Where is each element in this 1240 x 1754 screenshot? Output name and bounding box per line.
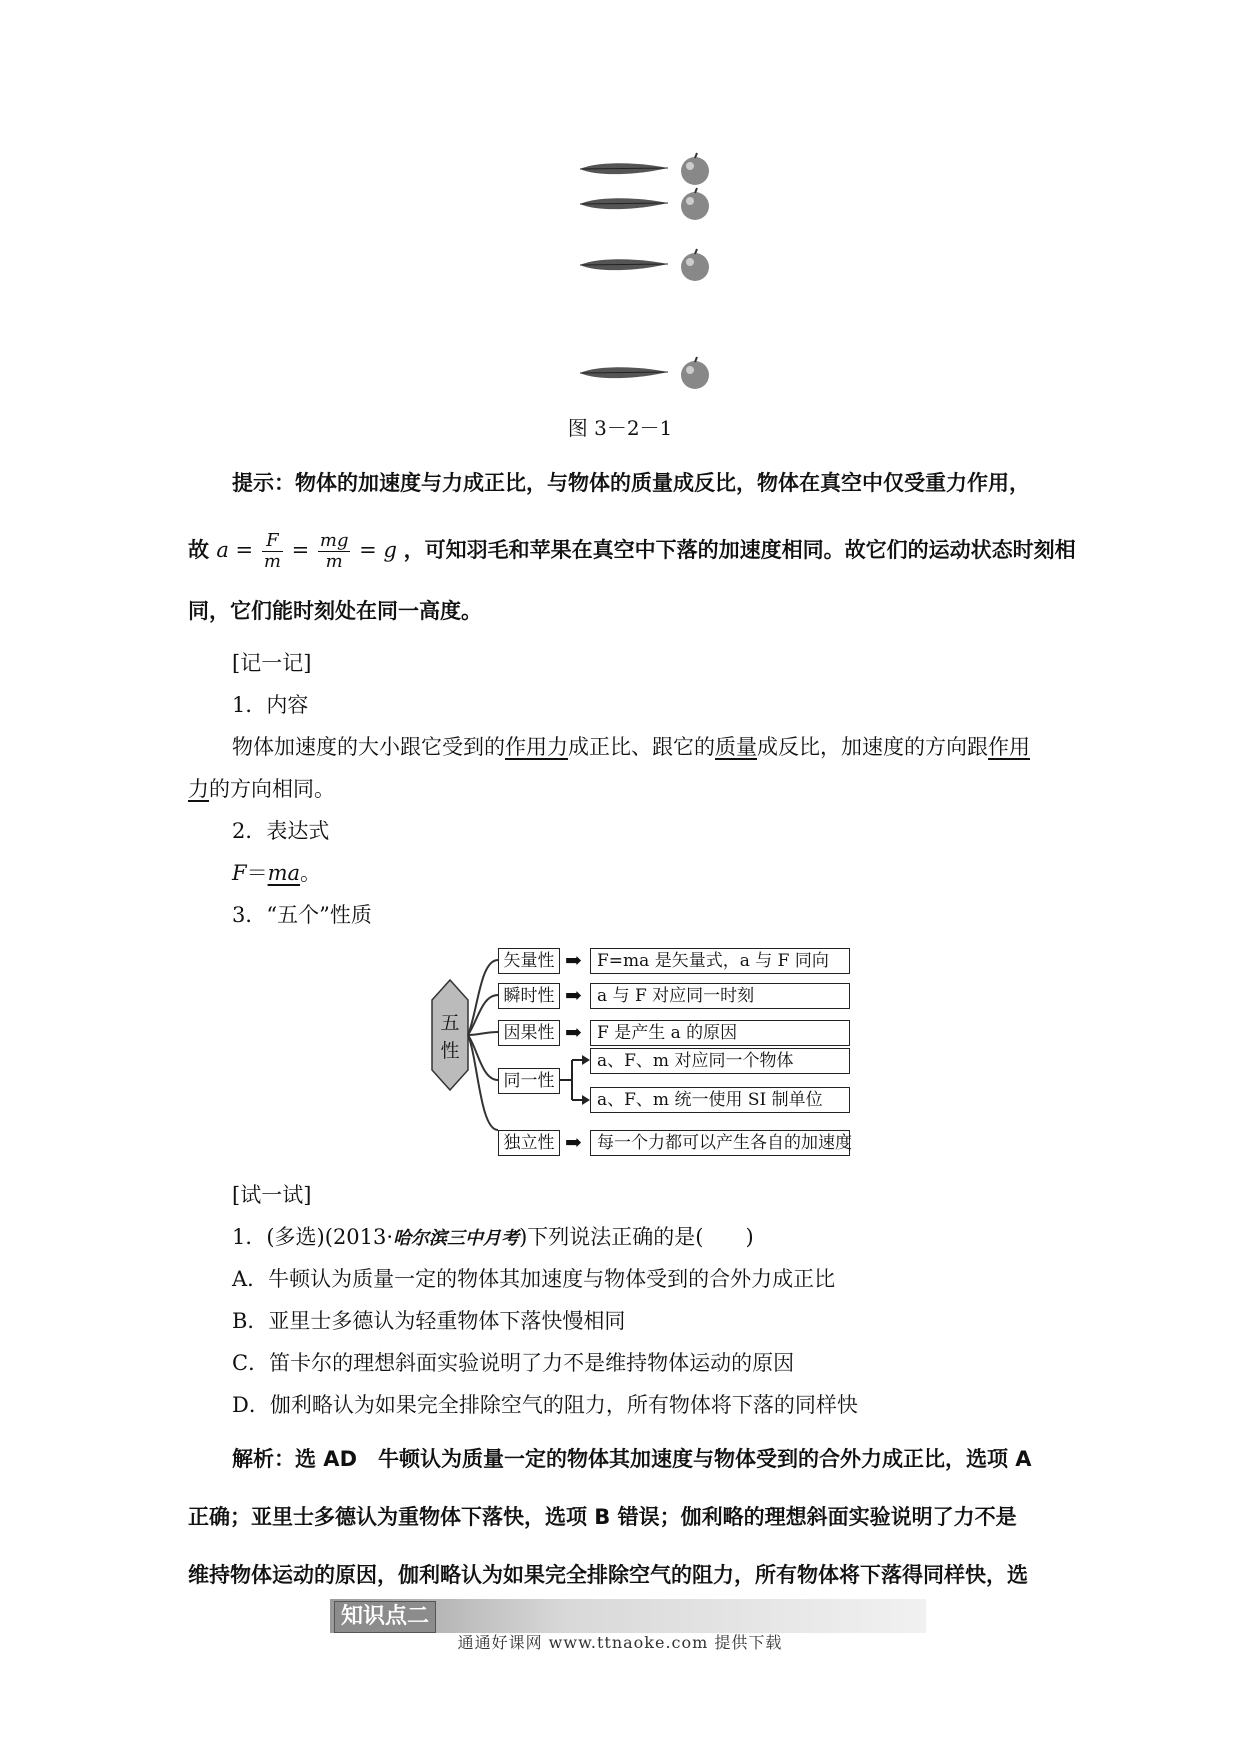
arrow-right-icon: ➡	[565, 983, 582, 1007]
prop-desc-identity-2: a、F、m 统一使用 SI 制单位	[590, 1087, 850, 1113]
section-banner-label: 知识点二	[334, 1601, 436, 1633]
item2-title: 2．表达式	[232, 819, 330, 843]
feather-apple-pair	[578, 152, 718, 186]
arrow-split-icon	[560, 1055, 590, 1105]
try-heading: [试一试]	[232, 1183, 312, 1207]
item1-text-line2: 力的方向相同。	[188, 777, 335, 801]
formula: F＝ma。	[232, 861, 322, 885]
feather-icon	[578, 161, 670, 177]
prop-label-vector: 矢量性	[498, 948, 560, 974]
hint-prefix: 故	[188, 538, 209, 562]
var-a: a	[216, 538, 229, 562]
equals: =	[235, 538, 254, 562]
option-a: A．牛顿认为质量一定的物体其加速度与物体受到的合外力成正比	[232, 1267, 836, 1291]
equals: =	[291, 538, 310, 562]
analysis-line-2: 正确；亚里士多德认为重物体下落快，选项 B 错误；伽利略的理想斜面实验说明了力不是	[188, 1505, 1017, 1529]
prop-desc-instant: a 与 F 对应同一时刻	[590, 983, 850, 1009]
item1-title: 1．内容	[232, 693, 309, 717]
underlined-term: 作用力	[505, 735, 568, 759]
arrow-right-icon: ➡	[565, 948, 582, 972]
feather-icon	[578, 365, 670, 381]
feather-apple-pair	[578, 356, 718, 390]
prop-label-identity: 同一性	[498, 1068, 560, 1094]
prop-label-independence: 独立性	[498, 1130, 560, 1156]
fraction-F-over-m: $\frac{F}{m}$	[263, 530, 281, 572]
prop-label-causal: 因果性	[498, 1020, 560, 1046]
arrow-right-icon: ➡	[565, 1020, 582, 1044]
var-g: g	[383, 538, 397, 562]
fraction-mg-over-m: $\frac{mg}{m}$	[319, 530, 349, 572]
analysis-line-1: 解析：选 AD 牛顿认为质量一定的物体其加速度与物体受到的合外力成正比，选项 A	[232, 1447, 1032, 1471]
analysis-line-3: 维持物体运动的原因，伽利略认为如果完全排除空气的阻力，所有物体将下落得同样快，选	[188, 1563, 1028, 1587]
hint-line-2	[188, 530, 1076, 572]
hint-line-3: 同，它们能时刻处在同一高度。	[188, 599, 482, 623]
footer-watermark: 通通好课网 www.ttnaoke.com 提供下载	[457, 1633, 783, 1652]
feather-icon	[578, 257, 670, 273]
question-1: 1．(多选)(2013·哈尔滨三中月考)下列说法正确的是( )	[232, 1225, 754, 1249]
hint-line-1: 提示：物体的加速度与力成正比，与物体的质量成反比，物体在真空中仅受重力作用，	[232, 471, 1030, 495]
apple-icon	[678, 356, 712, 390]
question-source: 哈尔滨三中月考	[393, 1228, 520, 1249]
prop-desc-identity-1: a、F、m 对应同一个物体	[590, 1048, 850, 1074]
feather-apple-pair	[578, 248, 718, 282]
center-label-2: 性	[440, 1040, 460, 1062]
center-label-1: 五	[440, 1012, 460, 1034]
figure-caption: 图 3－2－1	[567, 416, 673, 440]
underlined-term: 作用	[988, 735, 1030, 759]
prop-label-instant: 瞬时性	[498, 983, 560, 1009]
option-c: C．笛卡尔的理想斜面实验说明了力不是维持物体运动的原因	[232, 1351, 795, 1375]
item1-text-line1: 物体加速度的大小跟它受到的作用力成正比、跟它的质量成反比，加速度的方向跟作用	[232, 735, 1030, 759]
remember-heading: [记一记]	[232, 651, 312, 675]
item3-title: 3．“五个”性质	[232, 903, 372, 927]
option-b: B．亚里士多德认为轻重物体下落快慢相同	[232, 1309, 626, 1333]
underlined-term: 力	[188, 777, 209, 801]
prop-desc-vector: F=ma 是矢量式，a 与 F 同向	[590, 948, 850, 974]
hint-suffix: ，可知羽毛和苹果在真空中下落的加速度相同。故它们的运动状态时刻相	[403, 538, 1076, 562]
apple-icon	[678, 248, 712, 282]
arrow-right-icon: ➡	[565, 1130, 582, 1154]
prop-desc-causal: F 是产生 a 的原因	[590, 1020, 850, 1046]
feather-icon	[578, 196, 670, 212]
equals: =	[359, 538, 377, 562]
prop-desc-independence: 每一个力都可以产生各自的加速度	[590, 1130, 850, 1156]
apple-icon	[678, 187, 712, 221]
option-d: D．伽利略认为如果完全排除空气的阻力，所有物体将下落的同样快	[232, 1393, 858, 1417]
apple-icon	[678, 152, 712, 186]
underlined-term: 质量	[715, 735, 757, 759]
feather-apple-pair	[578, 187, 718, 221]
